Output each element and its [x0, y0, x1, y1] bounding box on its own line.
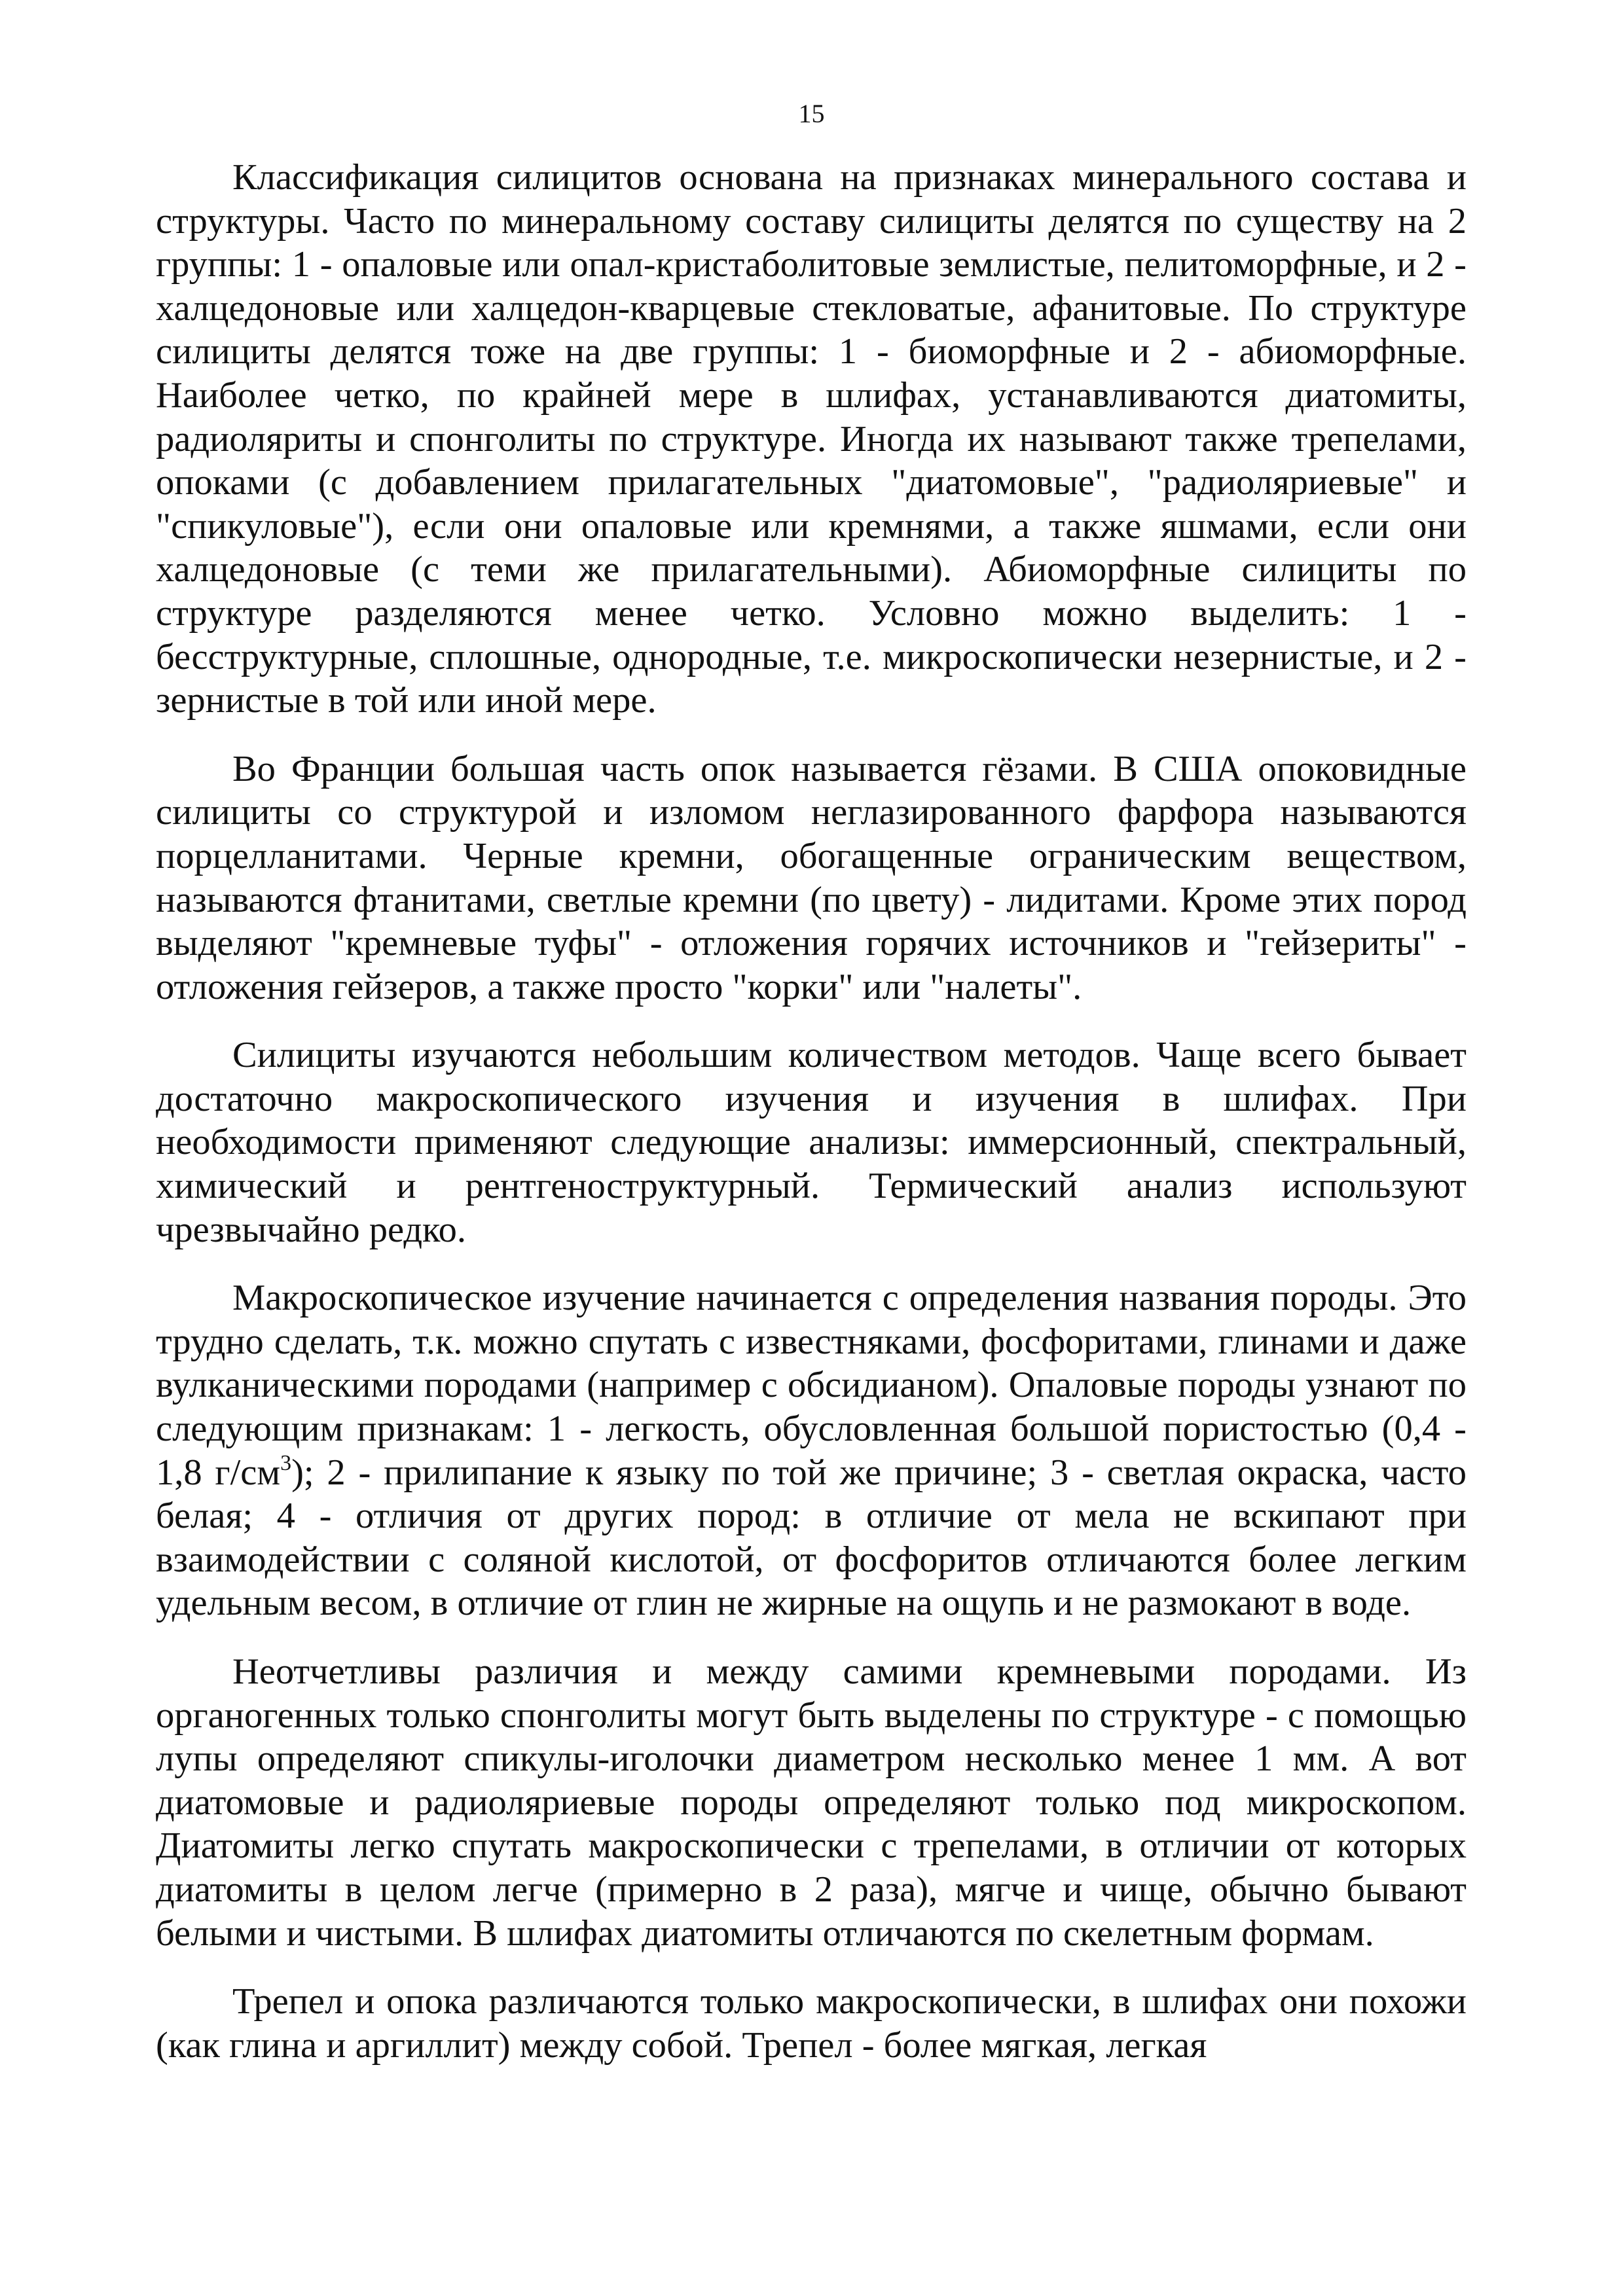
paragraph-macroscopic-study — [156, 1276, 1467, 1625]
body-text — [156, 156, 1467, 2067]
paragraph-tripoli-opoka: Трепел и опока различаются только макроскопически, в шлифах они похожи (как глина и аргиллит) между собой. Трепел - более мягкая, легкая — [156, 1981, 1467, 2066]
paragraph-regional-names: Во Франции большая часть опок называется гёзами. В США опоковидные силициты со структурой и изломом неглазированного фарфора называются порцелланитами. Черные кремни, обогащенные ограническим веществом, называются фтанитами, светлые кремни (по цвету) - лидитами. Кроме этих пород выделяют "кремневые туфы" - отложения горячих источников и "гейзериты" - отложения гейзеров, а также просто "корки" или "налеты". — [156, 748, 1467, 1007]
paragraph-siliceous-differences: Неотчетливы различия и между самими кремневыми породами. Из органогенных только спонголиты могут быть выделены по структуре - с помощью лупы определяют спикулы-иголочки диаметром несколько менее 1 мм. А вот диатомовые и радиоляриевые породы определяют только под микроскопом. Диатомиты легко спутать макроскопически с трепелами, в отличии от которых диатомиты в целом легче (примерно в 2 раза), мягче и чище, обычно бывают белыми и чистыми. В шлифах диатомиты отличаются по скелетным формам. — [156, 1651, 1467, 1954]
superscript-cubic: 3 — [280, 1451, 292, 1476]
paragraph-classification: Классификация силицитов основана на признаках минерального состава и структуры. Часто по минеральному составу силициты делятся по существу на 2 группы: 1 - опаловые или опал-кристаболитовые землистые, пелитоморфные, и 2 - халцедоновые или халцедон-кварцевые стекловатые, афанитовые. По структуре силициты делятся тоже на две группы: 1 - биоморфные и 2 - абиоморфные. Наиболее четко, по крайней мере в шлифах, устанавливаются диатомиты, радиоляриты и спонголиты по структуре. Иногда их называют также трепелами, опоками (с добавлением прилагательных "диатомовые", "радиоляриевые" и "спикуловые"), если они опаловые или кремнями, а также яшмами, если они халцедоновые (с теми же прилагательными). Абиоморфные силициты по структуре разделяются менее четко. Условно можно выделить: 1 - бесструктурные, сплошные, однородные, т.е. микроскопически незернистые, и 2 - зернистые в той или иной мере. — [156, 157, 1467, 721]
page-number: 15 — [798, 99, 825, 128]
paragraph-macroscopic-text-end: ); 2 - прилипание к языку по той же причине; 3 - светлая окраска, часто белая; 4 - отличия от других пород: в отличие от мела не вскипают при взаимодействии с соляной кислотой, от фосфоритов отличаются более легким удельным весом, в отличие от глин не жирные на ощупь и не размокают в воде. — [156, 1452, 1467, 1624]
paragraph-macroscopic-text-start: Макроскопическое изучение начинается с определения названия породы. Это трудно сделать, т.к. можно спутать с известняками, фосфоритами, глинами и даже вулканическими породами (например с обсидианом). Опаловые породы узнают по следующим признакам: 1 - легкость, обусловленная большой пористостью (0,4 - 1,8 г/см — [156, 1278, 1467, 1493]
paragraph-study-methods: Силициты изучаются небольшим количеством методов. Чаще всего бывает достаточно макроскопического изучения и изучения в шлифах. При необходимости применяют следующие анализы: иммерсионный, спектральный, химический и рентгеноструктурный. Термический анализ используют чрезвычайно редко. — [156, 1035, 1467, 1250]
